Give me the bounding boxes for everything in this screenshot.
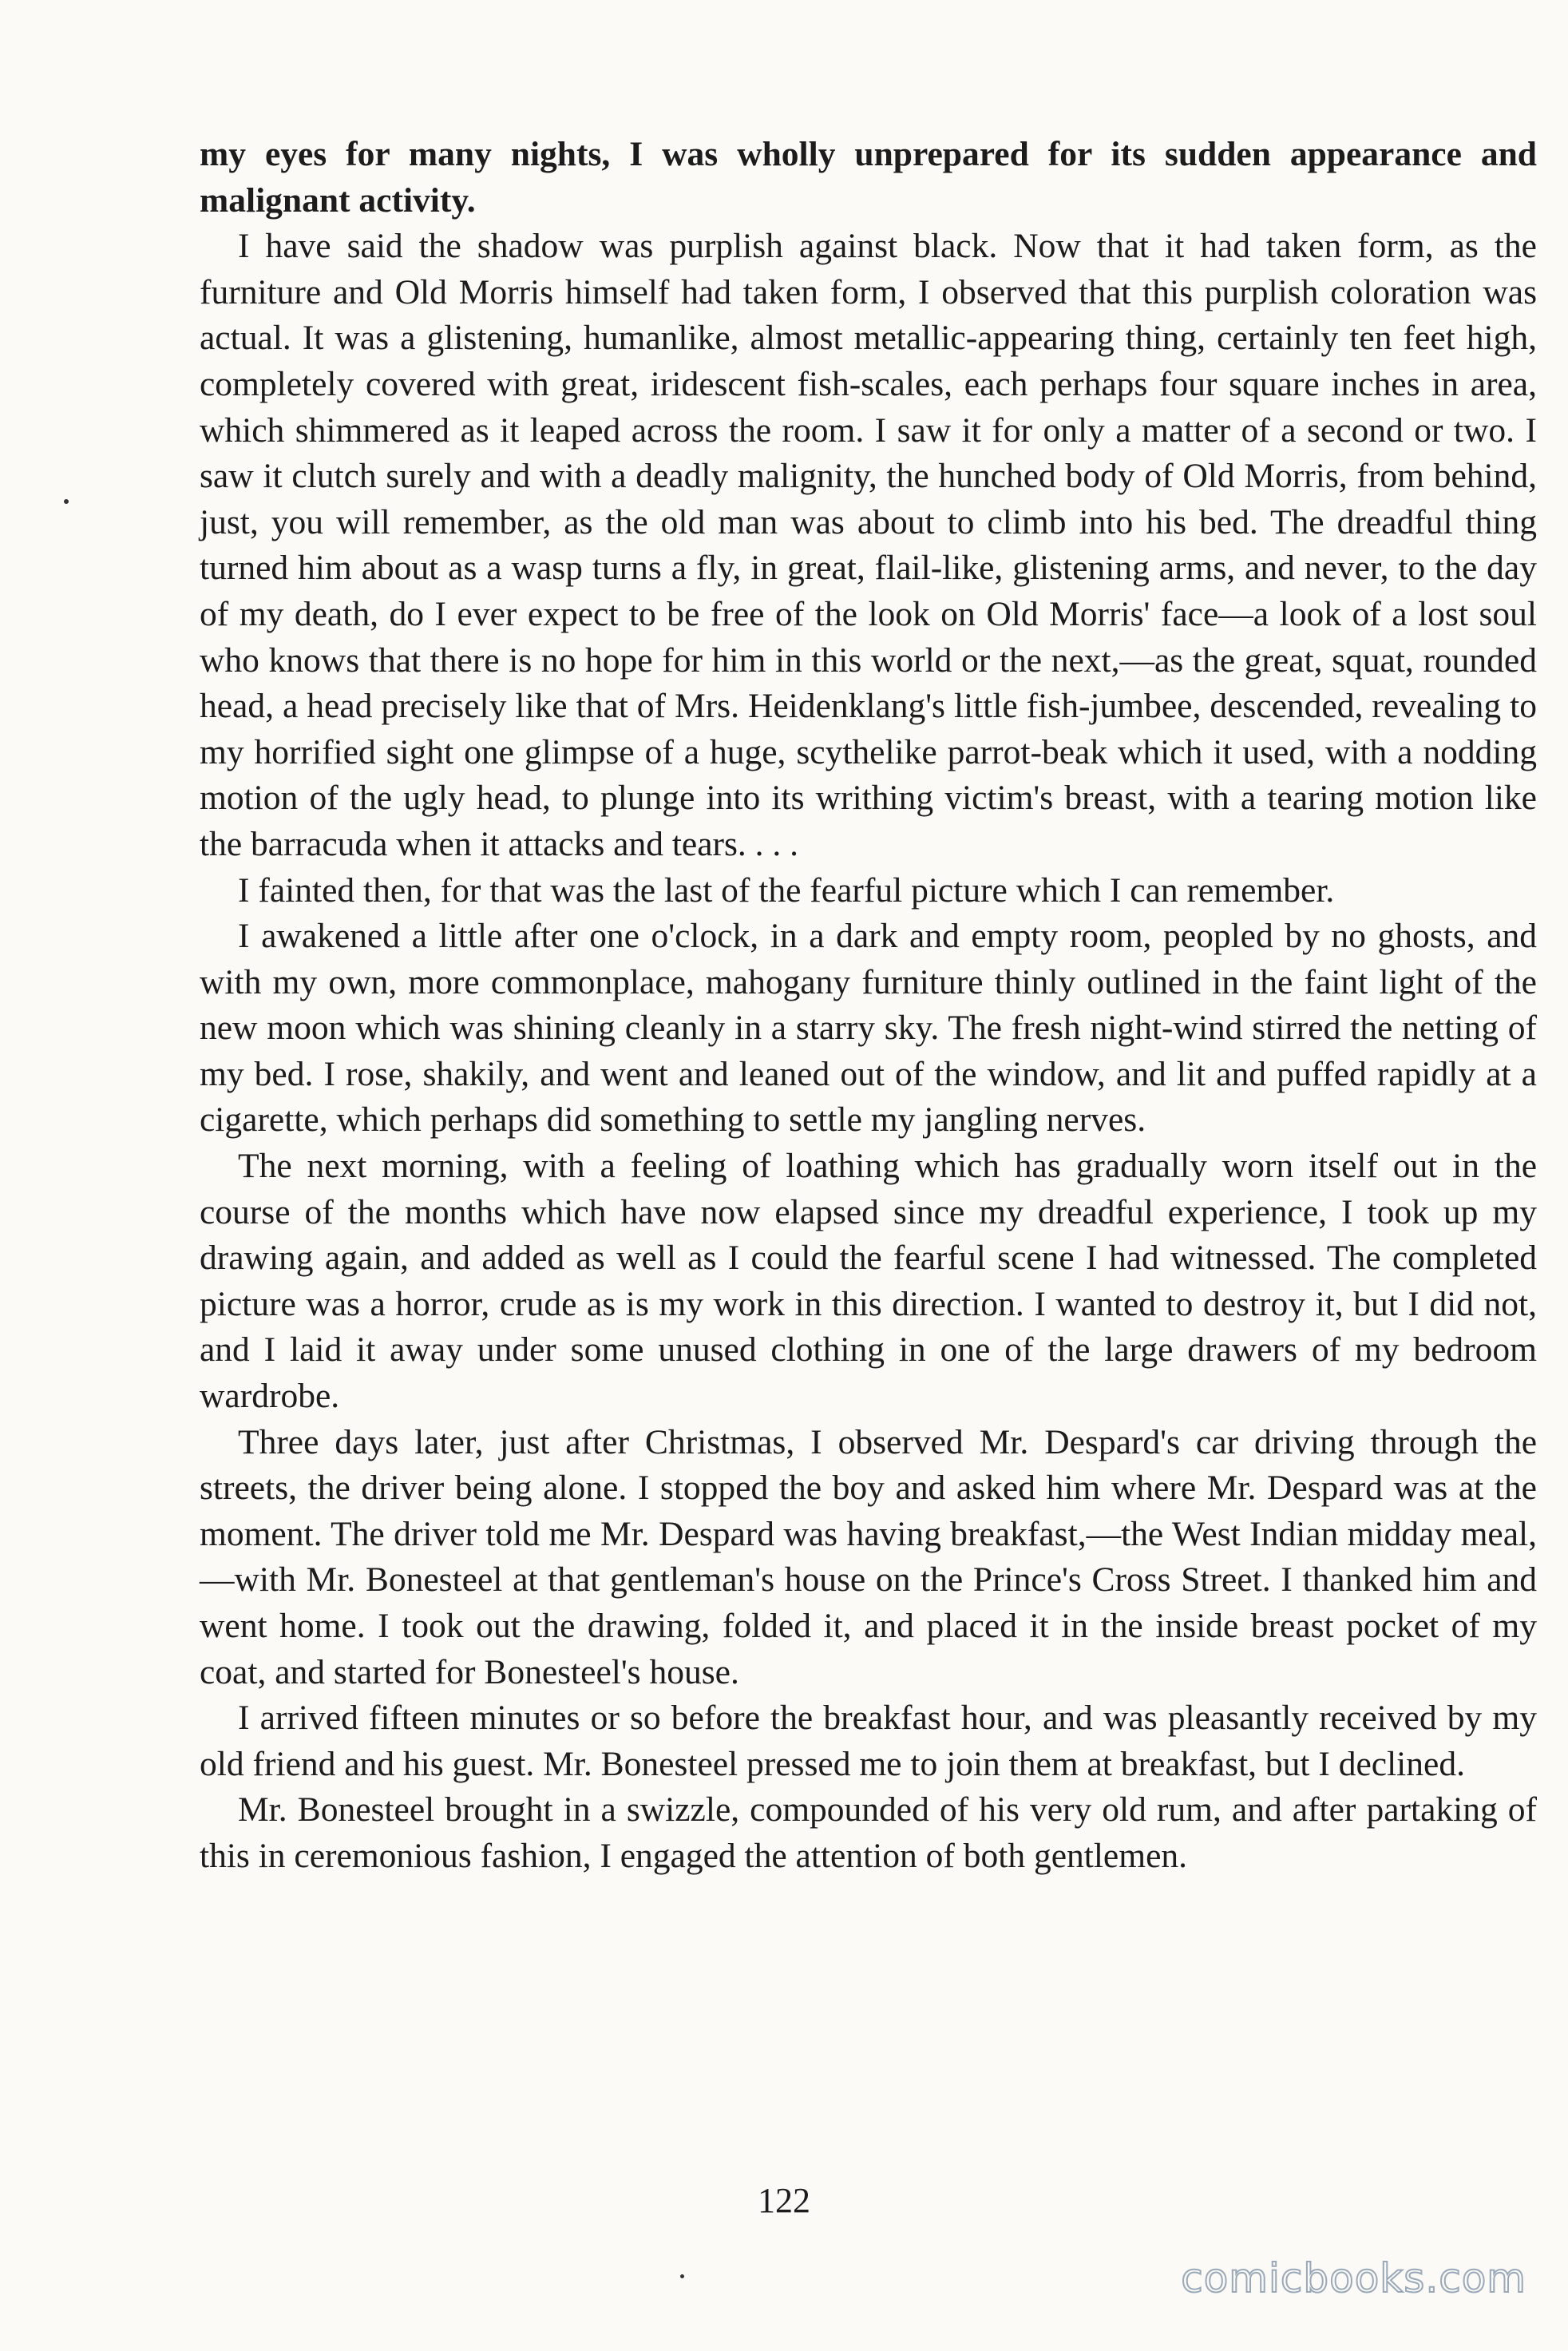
paragraph: Three days later, just after Christmas, I observed Mr. Despard's car driving through the streets, the driver being alone. I stopped the boy and asked him where Mr. Despard was at the moment. The driver told me Mr. Despard was having breakfast,—the West Indian midday meal,—with Mr. Bonesteel at that gentleman's house on the Prince's Cross Street. I thanked him and went home. I took out the drawing, folded it, and placed it in the inside breast pocket of my coat, and started for Bonesteel's house.: [200, 1422, 1537, 1691]
paragraph: Mr. Bonesteel brought in a swizzle, compounded of his very old rum, and after partaking of this in ceremonious fashion, I engaged the attention of both gentlemen.: [200, 1790, 1537, 1875]
watermark-logo: comicbooks.com: [1181, 2255, 1526, 2301]
paragraph: my eyes for many nights, I was wholly unprepared for its sudden appearance and malignant activity.: [200, 135, 1537, 220]
page-number: 122: [758, 2181, 810, 2220]
page-body: [200, 132, 1537, 1880]
margin-speck: [64, 499, 69, 504]
margin-speck: [680, 2274, 684, 2278]
paragraph: I awakened a little after one o'clock, in a dark and empty room, peopled by no ghosts, and with my own, more commonplace, mahogany furniture thinly outlined in the faint light of the new moon which was shining cleanly in a starry sky. The fresh night-wind stirred the netting of my bed. I rose, shakily, and went and leaned out of the window, and lit and puffed rapidly at a cigarette, which perhaps did something to settle my jangling nerves.: [200, 917, 1537, 1140]
paragraph: I have said the shadow was purplish against black. Now that it had taken form, as the furniture and Old Morris himself had taken form, I observed that this purplish coloration was actual. It was a glistening, humanlike, almost metallic-appearing thing, certainly ten feet high, completely covered with great, iridescent fish-scales, each perhaps four square inches in area, which shimmered as it leaped across the room. I saw it for only a matter of a second or two. I saw it clutch surely and with a deadly malignity, the hunched body of Old Morris, from behind, just, you will remember, as the old man was about to climb into his bed. The dreadful thing turned him about as a wasp turns a fly, in great, flail-like, glistening arms, and never, to the day of my death, do I ever expect to be free of the look on Old Morris' face—a look of a lost soul who knows that there is no hope for him in this world or the next,—as the great, squat, rounded head, a head precisely like that of Mrs. Heidenklang's little fish-jumbee, descended, revealing to my horrified sight one glimpse of a huge, scythelike parrot-beak which it used, with a nodding motion of the ugly head, to plunge into its writhing victim's breast, with a tearing motion like the barracuda when it attacks and tears. . . .: [200, 227, 1537, 863]
paragraph: The next morning, with a feeling of loathing which has gradually worn itself out in the course of the months which have now elapsed since my dreadful experience, I took up my drawing again, and added as well as I could the fearful scene I had witnessed. The completed picture was a horror, crude as is my work in this direction. I wanted to destroy it, but I did not, and I laid it away under some unused clothing in one of the large drawers of my bedroom wardrobe.: [200, 1147, 1537, 1416]
paragraph: I fainted then, for that was the last of the fearful picture which I can remember.: [238, 870, 1335, 910]
paragraph: I arrived fifteen minutes or so before the breakfast hour, and was pleasantly received by my old friend and his guest. Mr. Bonesteel pressed me to join them at breakfast, but I declined.: [200, 1699, 1537, 1783]
